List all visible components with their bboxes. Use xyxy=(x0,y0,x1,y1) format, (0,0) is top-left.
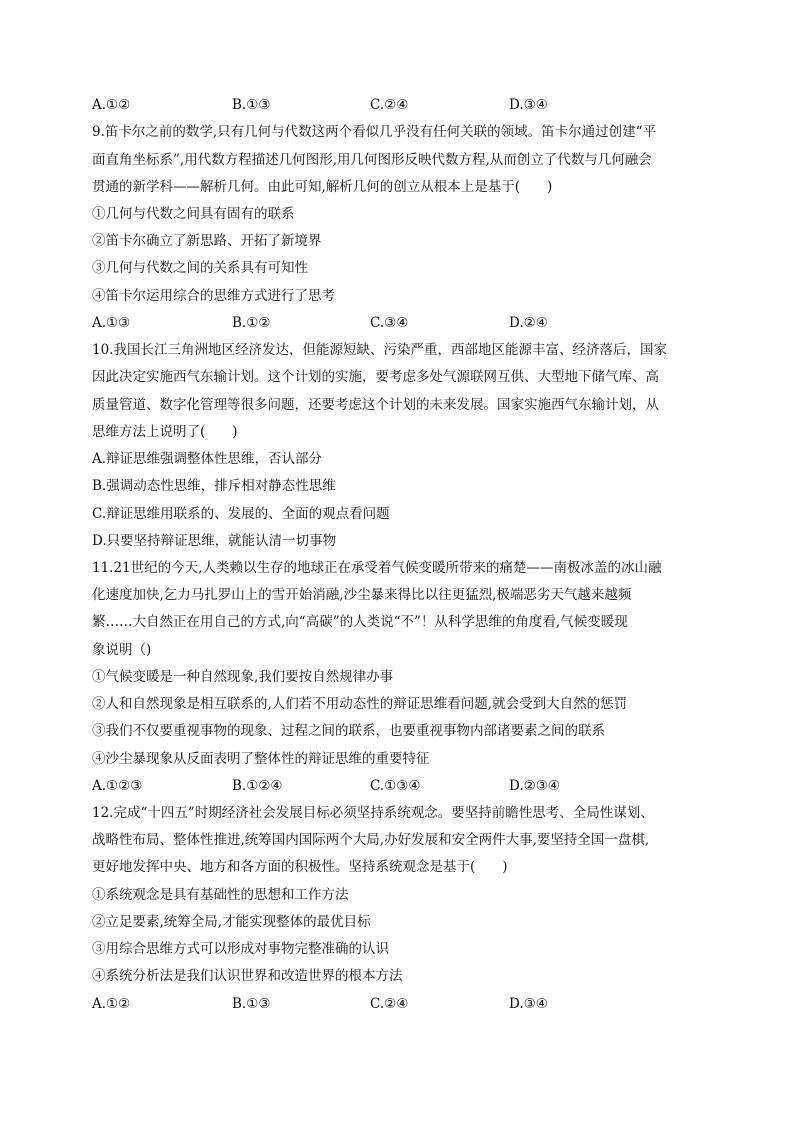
q12-statement-2: ②立足要素,统筹全局,才能实现整体的最优目标 xyxy=(92,914,371,930)
q12-stem-line-3: 更好地发挥中央、地方和各方面的积极性。坚持系统观念是基于( ) xyxy=(92,859,508,875)
q8-options xyxy=(92,96,704,114)
q11-statement-4: ④沙尘暴现象从反面表明了整体性的辩证思维的重要特征 xyxy=(92,751,430,767)
q11-statement-1: ①气候变暖是一种自然现象,我们要按自然规律办事 xyxy=(92,669,394,685)
q12-options xyxy=(92,995,704,1013)
q9-stem-line-3: 贯通的新学科——解析几何。由此可知,解析几何的创立从根本上是基于( ) xyxy=(92,179,553,195)
q11-stem-line-1: 11.21世纪的今天,人类赖以生存的地球正在承受着气候变暖所带来的痛楚——南极冰盖的冰山融 xyxy=(92,560,662,576)
q8-option-a: A.①② xyxy=(92,97,131,113)
q10-choice-a: A.辩证思维强调整体性思维，否认部分 xyxy=(92,451,323,467)
q12-option-b: B.①③ xyxy=(232,996,271,1012)
q8-option-b: B.①③ xyxy=(232,97,271,113)
q12-stem-line-1: 12.完成“十四五”时期经济社会发展目标必须坚持系统观念。要坚持前瞻性思考、全局性谋划、 xyxy=(92,805,654,821)
q8-option-c: C.②④ xyxy=(370,97,409,113)
q9-option-b: B.①② xyxy=(232,315,271,331)
q10-stem-line-3: 质量管道、数字化管理等很多问题，还要考虑这个计划的未来发展。国家实施西气东输计划，从 xyxy=(92,397,659,413)
q9-statement-2: ②笛卡尔确立了新思路、开拓了新境界 xyxy=(92,233,322,249)
q11-option-a: A.①②③ xyxy=(92,778,143,794)
q9-stem-line-1: 9.笛卡尔之前的数学,只有几何与代数这两个看似几乎没有任何关联的领域。笛卡尔通过创建“平 xyxy=(92,124,657,140)
q12-stem-line-2: 战略性布局、整体性推进,统筹国内国际两个大局,办好发展和安全两件大事,要坚持全国一盘棋, xyxy=(92,832,650,848)
q9-statement-3: ③几何与代数之间的关系具有可知性 xyxy=(92,260,308,276)
q12-option-c: C.②④ xyxy=(370,996,409,1012)
q10-stem-line-4: 思维方法上说明了( ) xyxy=(92,424,238,440)
q11-option-b: B.①②④ xyxy=(232,778,283,794)
q9-option-a: A.①③ xyxy=(92,315,131,331)
q10-stem-line-1: 10.我国长江三角洲地区经济发达，但能源短缺、污染严重，西部地区能源丰富、经济落后，国家 xyxy=(92,342,667,358)
q10-stem-line-2: 因此决定实施西气东输计划。这个计划的实施，要考虑多处气源联网互供、大型地下储气库、高 xyxy=(92,369,659,385)
q9-statement-4: ④笛卡尔运用综合的思维方式进行了思考 xyxy=(92,288,335,304)
q11-stem-line-3: 繁……大自然正在用自己的方式,向“高碳”的人类说“不”！从科学思维的角度看,气候变暖现 xyxy=(92,614,628,630)
q9-option-d: D.②④ xyxy=(509,315,548,331)
q11-option-d: D.②③④ xyxy=(509,778,560,794)
q8-option-d: D.③④ xyxy=(509,97,548,113)
q12-statement-3: ③用综合思维方式可以形成对事物完整准确的认识 xyxy=(92,941,389,957)
q11-stem-line-4: 象说明（) xyxy=(92,642,152,658)
q9-stem-line-2: 面直角坐标系”,用代数方程描述几何图形,用几何图形反映代数方程,从而创立了代数与几何融会 xyxy=(92,152,652,168)
q11-options xyxy=(92,777,704,795)
q10-choice-d: D.只要坚持辩证思维，就能认清一切事物 xyxy=(92,533,337,549)
q9-options xyxy=(92,314,704,332)
q12-statement-1: ①系统观念是具有基础性的思想和工作方法 xyxy=(92,887,349,903)
q10-choice-b: B.强调动态性思维，排斥相对静态性思维 xyxy=(92,478,336,494)
q10-choice-c: C.辩证思维用联系的、发展的、全面的观点看问题 xyxy=(92,506,390,522)
q11-statement-3: ③我们不仅要重视事物的现象、过程之间的联系，也要重视事物内部诸要素之间的联系 xyxy=(92,723,605,739)
q12-option-a: A.①② xyxy=(92,996,131,1012)
q9-statement-1: ①几何与代数之间具有固有的联系 xyxy=(92,206,295,222)
q9-option-c: C.③④ xyxy=(370,315,409,331)
q12-option-d: D.③④ xyxy=(509,996,548,1012)
q11-stem-line-2: 化速度加快,乞力马扎罗山上的雪开始消融,沙尘暴来得比以往更猛烈,极端恶劣天气越来越频 xyxy=(92,587,632,603)
q11-option-c: C.①③④ xyxy=(370,778,421,794)
q12-statement-4: ④系统分析法是我们认识世界和改造世界的根本方法 xyxy=(92,968,403,984)
q11-statement-2: ②人和自然现象是相互联系的,人们若不用动态性的辩证思维看问题,就会受到大自然的惩罚 xyxy=(92,696,628,712)
